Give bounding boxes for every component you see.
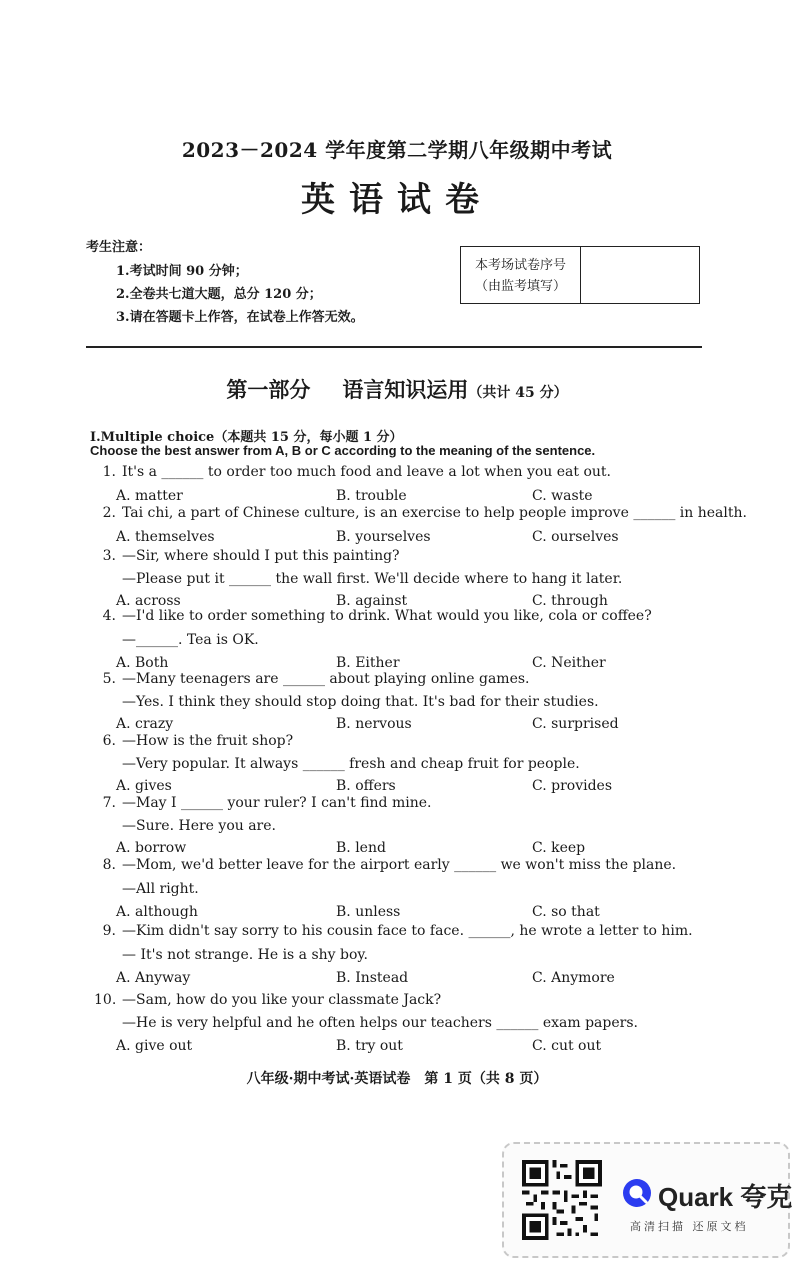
question-line — [94, 632, 259, 648]
question-line — [94, 756, 580, 772]
question-number: 7. — [102, 795, 116, 811]
question-number: 8. — [102, 857, 116, 873]
answer-option[interactable]: B. against — [336, 593, 408, 609]
question-line — [94, 571, 622, 587]
answer-option[interactable]: C. surprised — [532, 716, 619, 732]
question-line — [94, 818, 276, 834]
question-text: —______. Tea is OK. — [122, 632, 259, 648]
serial-label-line2: （由监考填写） — [474, 279, 566, 294]
question-line — [94, 548, 400, 564]
question-line — [94, 505, 747, 521]
question-text: — It's not strange. He is a shy boy. — [122, 947, 368, 963]
question-text: —Kim didn't say sorry to his cousin face to face. ______, he wrote a letter to him. — [122, 923, 693, 939]
question-text: Tai chi, a part of Chinese culture, is an exercise to help people improve ______ in health. — [122, 505, 747, 521]
notice-heading: 考生注意： — [86, 240, 152, 255]
answer-option[interactable]: B. try out — [336, 1038, 403, 1054]
answer-option[interactable]: A. crazy — [116, 716, 174, 732]
question-text: —He is very helpful and he often helps our teachers ______ exam papers. — [122, 1015, 638, 1031]
question-text: —Sam, how do you like your classmate Jack? — [122, 992, 442, 1008]
question-line — [94, 795, 431, 811]
serial-number-box[interactable] — [460, 246, 700, 304]
question-text: —Sir, where should I put this painting? — [122, 548, 400, 564]
question-line — [94, 608, 652, 624]
quark-logo-icon — [622, 1178, 652, 1208]
question-line — [94, 671, 530, 687]
answer-option[interactable]: B. nervous — [336, 716, 412, 732]
answer-option[interactable]: B. unless — [336, 904, 401, 920]
question-number: 3. — [102, 548, 116, 564]
question-line — [94, 1015, 638, 1031]
answer-option[interactable]: C. waste — [532, 488, 593, 504]
part-points: （共计 45 分） — [468, 385, 568, 401]
answer-option[interactable]: A. matter — [116, 488, 183, 504]
qr-code-icon — [522, 1160, 602, 1240]
notice-item: 3.请在答题卡上作答，在试卷上作答无效。 — [116, 310, 364, 325]
question-number: 10. — [94, 992, 117, 1008]
answer-option[interactable]: A. give out — [116, 1038, 193, 1054]
answer-option[interactable]: B. lend — [336, 840, 386, 856]
answer-option[interactable]: C. provides — [532, 778, 613, 794]
question-text: —I'd like to order something to drink. What would you like, cola or coffee? — [122, 608, 652, 624]
answer-option[interactable]: B. Instead — [336, 970, 409, 986]
answer-option[interactable]: A. themselves — [116, 529, 215, 545]
question-number: 4. — [102, 608, 116, 624]
quark-watermark — [502, 1142, 793, 1258]
question-number: 5. — [102, 671, 116, 687]
answer-option[interactable]: A. gives — [116, 778, 172, 794]
answer-option[interactable]: C. ourselves — [532, 529, 619, 545]
quark-tagline: 高清扫描 还原文档 — [630, 1220, 749, 1233]
serial-number-field[interactable] — [581, 247, 699, 303]
answer-option[interactable]: C. so that — [532, 904, 600, 920]
question-text: —All right. — [122, 881, 199, 897]
answer-option[interactable]: C. through — [532, 593, 608, 609]
question-text: —Many teenagers are ______ about playing online games. — [122, 671, 530, 687]
quark-brand: Quark 夸克 — [658, 1182, 793, 1212]
question-line — [94, 694, 599, 710]
serial-number-label — [461, 247, 581, 303]
question-text: —Yes. I think they should stop doing that. It's bad for their studies. — [122, 694, 599, 710]
part-number: 第一部分 — [226, 377, 311, 402]
answer-option[interactable]: B. Either — [336, 655, 400, 671]
question-text: —Very popular. It always ______ fresh and cheap fruit for people. — [122, 756, 580, 772]
answer-option[interactable]: C. keep — [532, 840, 586, 856]
answer-option[interactable]: B. trouble — [336, 488, 407, 504]
answer-option[interactable]: C. Anymore — [532, 970, 615, 986]
page-footer: 八年级·期中考试·英语试卷 第 1 页（共 8 页） — [246, 1071, 548, 1087]
section-instruction: Choose the best answer from A, B or C according to the meaning of the sentence. — [90, 443, 596, 458]
question-line — [94, 857, 676, 873]
answer-option[interactable]: A. Both — [116, 655, 169, 671]
question-text: It's a ______ to order too much food and leave a lot when you eat out. — [122, 464, 611, 480]
notice-item: 1.考试时间 90 分钟； — [116, 264, 248, 279]
question-text: —May I ______ your ruler? I can't find mine. — [122, 795, 432, 811]
question-text: —Sure. Here you are. — [122, 818, 276, 834]
answer-option[interactable]: B. offers — [336, 778, 396, 794]
question-text: —Mom, we'd better leave for the airport early ______ we won't miss the plane. — [122, 857, 677, 873]
section-heading: Ⅰ.Multiple choice（本题共 15 分，每小题 1 分） — [90, 430, 403, 445]
answer-option[interactable]: A. Anyway — [116, 970, 191, 986]
answer-option[interactable]: A. borrow — [116, 840, 187, 856]
question-text: —How is the fruit shop? — [122, 733, 294, 749]
question-line — [94, 992, 441, 1008]
exam-title: 2023－2024 学年度第二学期八年级期中考试 — [181, 138, 613, 162]
part-name: 语言知识运用 — [342, 377, 469, 402]
question-line — [94, 881, 199, 897]
question-number: 6. — [102, 733, 116, 749]
question-number: 2. — [102, 505, 116, 521]
question-line — [94, 947, 368, 963]
notice-item: 2.全卷共七道大题，总分 120 分； — [116, 287, 322, 302]
answer-option[interactable]: B. yourselves — [336, 529, 431, 545]
answer-option[interactable]: C. cut out — [532, 1038, 602, 1054]
question-number: 1. — [102, 464, 116, 480]
answer-option[interactable]: A. although — [116, 904, 198, 920]
divider — [86, 346, 702, 348]
subject-title: 英语试卷 — [301, 180, 493, 220]
question-line — [94, 733, 293, 749]
part-title — [0, 374, 794, 404]
question-line — [94, 464, 611, 480]
question-line — [94, 923, 693, 939]
answer-option[interactable]: A. across — [116, 593, 181, 609]
question-text: —Please put it ______ the wall first. We'll decide where to hang it later. — [122, 571, 623, 587]
answer-option[interactable]: C. Neither — [532, 655, 606, 671]
question-number: 9. — [102, 923, 116, 939]
serial-label-line1: 本考场试卷序号 — [474, 258, 566, 273]
